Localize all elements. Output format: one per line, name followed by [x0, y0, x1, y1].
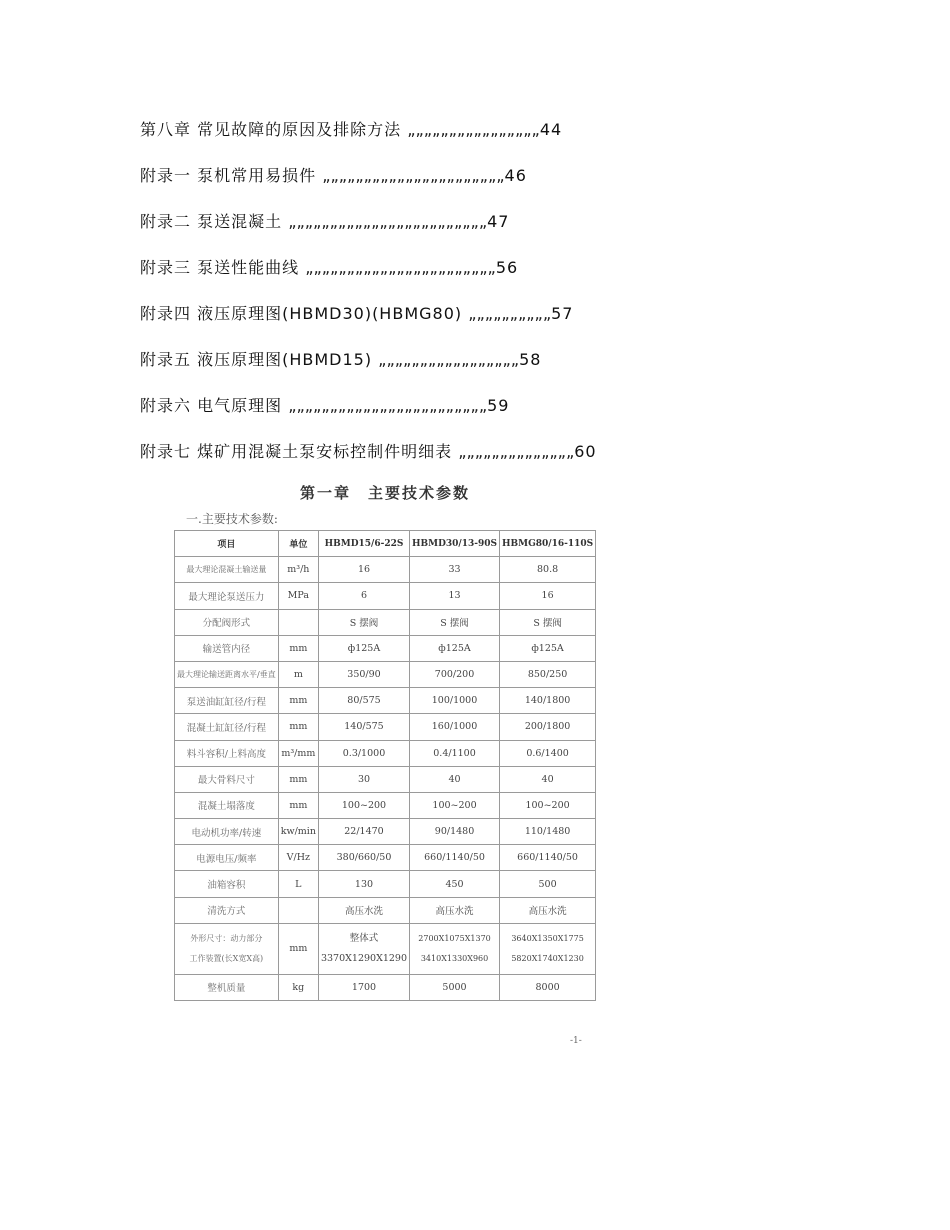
table-cell: 380/660/50	[318, 845, 409, 871]
table-cell: 140/575	[318, 714, 409, 740]
toc-title: 附录五 液压原理图(HBMD15)	[140, 350, 373, 369]
cell-line: 5820X1740X1230	[511, 953, 584, 963]
toc-leader: „„„„„„„„„„	[468, 304, 552, 323]
toc-title: 附录六 电气原理图	[140, 396, 283, 415]
table-cell: kg	[278, 974, 318, 1000]
table-cell: 500	[500, 871, 596, 897]
table-cell: 40	[500, 766, 596, 792]
table-header-row	[175, 531, 596, 557]
table-cell: 0.4/1100	[410, 740, 500, 766]
table-cell: 80/575	[318, 688, 409, 714]
table-cell: ф125A	[410, 635, 500, 661]
table-cell: 混凝土缸缸径/行程	[175, 714, 279, 740]
table-cell: mm	[278, 766, 318, 792]
toc-leader: „„„„„„„„„„„„„„„„„„„„„„„	[305, 258, 496, 277]
cell-line: 工作装置(长X宽X高)	[189, 953, 264, 963]
page-number: -1-	[570, 1036, 582, 1046]
table-cell: mm	[278, 688, 318, 714]
table-row	[175, 557, 596, 583]
table-cell: 140/1800	[500, 688, 596, 714]
toc-entry	[140, 209, 840, 255]
table-of-contents	[140, 117, 840, 485]
table-row	[175, 688, 596, 714]
header-model-2: HBMD30/13-90S	[410, 531, 500, 557]
cell-line: 3370X1290X1290	[320, 952, 408, 964]
table-cell: 料斗容积/上料高度	[175, 740, 279, 766]
table-cell: 8000	[500, 974, 596, 1000]
toc-entry	[140, 255, 840, 301]
toc-leader: „„„„„„„„„„„„„„„„„„„„„„	[322, 166, 505, 185]
chapter-title: 第一章 主要技术参数	[300, 484, 471, 502]
table-cell: 22/1470	[318, 819, 409, 845]
table-row	[175, 609, 596, 635]
table-cell: 100/1000	[410, 688, 500, 714]
table-cell	[278, 923, 318, 974]
table-row	[175, 740, 596, 766]
table-row	[175, 766, 596, 792]
scanned-spec-page	[160, 476, 600, 1051]
table-cell: 高压水洗	[318, 897, 409, 923]
table-cell: kw/min	[278, 819, 318, 845]
table-cell: 泵送油缸缸径/行程	[175, 688, 279, 714]
toc-page-number: 59	[487, 396, 510, 415]
header-item: 项目	[175, 531, 279, 557]
table-cell	[175, 923, 279, 974]
header-unit: 单位	[278, 531, 318, 557]
table-cell: mm	[278, 635, 318, 661]
table-cell: 16	[318, 557, 409, 583]
table-cell: 输送管内径	[175, 635, 279, 661]
toc-page-number: 47	[487, 212, 510, 231]
table-cell: 0.6/1400	[500, 740, 596, 766]
table-row	[175, 792, 596, 818]
table-row	[175, 845, 596, 871]
table-cell: 200/1800	[500, 714, 596, 740]
table-cell: V/Hz	[278, 845, 318, 871]
table-cell: 350/90	[318, 661, 409, 687]
table-cell: 850/250	[500, 661, 596, 687]
table-cell: 最大理论混凝土输送量	[175, 557, 279, 583]
toc-title: 第八章 常见故障的原因及排除方法	[140, 120, 402, 139]
toc-leader: „„„„„„„„„„„„„„„„„„„„„„„„	[288, 396, 488, 415]
toc-leader: „„„„„„„„„„„„„„	[458, 442, 575, 461]
toc-page-number: 46	[504, 166, 527, 185]
table-row	[175, 583, 596, 609]
table-cell	[410, 923, 500, 974]
table-cell: m	[278, 661, 318, 687]
table-cell: 1700	[318, 974, 409, 1000]
table-cell	[318, 923, 409, 974]
table-cell: 100~200	[410, 792, 500, 818]
toc-page-number: 60	[574, 442, 597, 461]
table-cell: 660/1140/50	[500, 845, 596, 871]
table-cell: 80.8	[500, 557, 596, 583]
table-cell: MPa	[278, 583, 318, 609]
table-cell: 电动机功率/转速	[175, 819, 279, 845]
table-cell: 30	[318, 766, 409, 792]
table-cell	[500, 923, 596, 974]
table-cell: 0.3/1000	[318, 740, 409, 766]
cell-line: 2700X1075X1370	[418, 933, 491, 943]
table-cell: 130	[318, 871, 409, 897]
cell-line: 3640X1350X1775	[511, 933, 584, 943]
table-cell: 高压水洗	[500, 897, 596, 923]
table-cell: S 摆阀	[500, 609, 596, 635]
table-cell: 电源电压/频率	[175, 845, 279, 871]
table-cell: 混凝土塌落度	[175, 792, 279, 818]
table-cell: mm	[278, 714, 318, 740]
toc-page-number: 58	[519, 350, 542, 369]
toc-title: 附录四 液压原理图(HBMD30)(HBMG80)	[140, 304, 463, 323]
table-row	[175, 871, 596, 897]
header-model-3: HBMG80/16-110S	[500, 531, 596, 557]
table-cell: 450	[410, 871, 500, 897]
table-row	[175, 661, 596, 687]
table-cell: 清洗方式	[175, 897, 279, 923]
table-cell: 660/1140/50	[410, 845, 500, 871]
cell-line: 外形尺寸：动力部分	[190, 933, 263, 943]
table-row	[175, 897, 596, 923]
toc-entry	[140, 163, 840, 209]
toc-title: 附录三 泵送性能曲线	[140, 258, 300, 277]
table-cell: 分配阀形式	[175, 609, 279, 635]
cell-line: 3410X1330X960	[420, 953, 489, 963]
table-cell: 100~200	[318, 792, 409, 818]
table-cell: mm	[278, 792, 318, 818]
section-title: 一.主要技术参数:	[186, 512, 278, 526]
table-cell: S 摆阀	[410, 609, 500, 635]
toc-entry	[140, 393, 840, 439]
table-row	[175, 635, 596, 661]
toc-page-number: 44	[539, 120, 563, 139]
toc-page-number: 57	[551, 304, 574, 323]
toc-title: 附录一 泵机常用易损件	[140, 166, 317, 185]
table-row	[175, 714, 596, 740]
table-cell	[278, 897, 318, 923]
toc-title: 附录七 煤矿用混凝土泵安标控制件明细表	[140, 442, 453, 461]
table-cell: 最大骨料尺寸	[175, 766, 279, 792]
table-cell: 160/1000	[410, 714, 500, 740]
table-cell: ф125A	[318, 635, 409, 661]
table-cell: 700/200	[410, 661, 500, 687]
table-cell: 33	[410, 557, 500, 583]
table-cell: 油箱容积	[175, 871, 279, 897]
table-row-mass	[175, 974, 596, 1000]
table-cell: L	[278, 871, 318, 897]
table-cell: 5000	[410, 974, 500, 1000]
table-cell: 90/1480	[410, 819, 500, 845]
toc-entry	[140, 301, 840, 347]
table-cell: ф125A	[500, 635, 596, 661]
toc-entry	[140, 347, 840, 393]
table-cell: 16	[500, 583, 596, 609]
table-cell: S 摆阀	[318, 609, 409, 635]
spec-table	[174, 530, 596, 1001]
table-cell: 6	[318, 583, 409, 609]
table-cell: 40	[410, 766, 500, 792]
toc-entry	[140, 117, 840, 163]
table-cell: m³/mm	[278, 740, 318, 766]
table-row-dimensions	[175, 923, 596, 974]
table-cell	[278, 609, 318, 635]
toc-leader: „„„„„„„„„„„„„„„„„	[378, 350, 520, 369]
table-cell: 13	[410, 583, 500, 609]
table-cell: 最大理论输送距离水平/垂直	[175, 661, 279, 687]
table-cell: 110/1480	[500, 819, 596, 845]
table-cell: 100~200	[500, 792, 596, 818]
toc-page-number: 56	[495, 258, 519, 277]
cell-line: mm	[289, 943, 308, 955]
toc-leader: „„„„„„„„„„„„„„„„„„„„„„„„	[288, 212, 488, 231]
toc-leader: „„„„„„„„„„„„„„„„	[407, 120, 540, 139]
header-model-1: HBMD15/6-22S	[318, 531, 409, 557]
table-cell: 整机质量	[175, 974, 279, 1000]
table-cell: m³/h	[278, 557, 318, 583]
cell-line: 整体式	[349, 932, 379, 944]
toc-title: 附录二 泵送混凝土	[140, 212, 283, 231]
table-cell: 最大理论泵送压力	[175, 583, 279, 609]
table-row	[175, 819, 596, 845]
table-cell: 高压水洗	[410, 897, 500, 923]
